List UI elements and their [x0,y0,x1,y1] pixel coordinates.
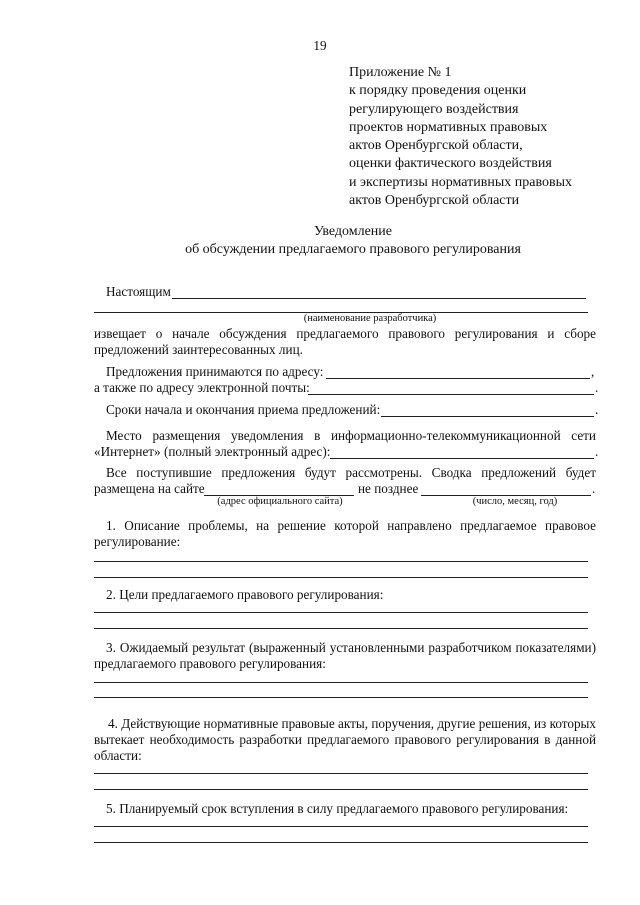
item5-blank-1[interactable] [94,826,588,827]
deadlines-label: Сроки начала и окончания приема предложений: [106,402,381,417]
placement-period: . [595,444,599,459]
item4-line-1: 4. Действующие нормативные правовые акты, поручения, другие решения, из которых [108,716,596,731]
item3-blank-1[interactable] [94,682,588,683]
item4-line-3: области: [94,748,142,763]
notice-subtitle: об обсуждении предлагаемого правового регулирования [185,242,521,257]
appendix-line: актов Оренбургской области, [349,138,523,154]
address-blank[interactable] [326,378,590,379]
appendix-line: оценки фактического воздействия [349,156,552,172]
notice-title: Уведомление [313,224,392,239]
placement-blank[interactable] [330,458,594,459]
appendix-header [349,64,609,210]
summary-site-prefix: размещена на сайте [94,481,205,496]
site-caption: (адрес официального сайта) [217,496,343,507]
item5-blank-2[interactable] [94,842,588,843]
date-caption: (число, месяц, год) [472,496,558,507]
appendix-line: и экспертизы нормативных правовых [349,174,572,190]
summary-line-1: Все поступившие предложения будут рассмотрены. Сводка предложений будет [106,465,596,480]
summary-period: . [592,481,596,496]
email-blank[interactable] [308,394,594,395]
intro-prefix: Настоящим [106,284,171,299]
address-comma: , [591,364,595,379]
item1-blank-1[interactable] [94,561,588,562]
email-label: а также по адресу электронной почты: [94,380,310,395]
placement-line-1: Место размещения уведомления в информационно-телекоммуникационной сети [106,428,596,443]
item2-blank-2[interactable] [94,628,588,629]
appendix-line: Приложение № 1 [349,65,452,80]
intro-line-2: предложений заинтересованных лиц. [94,342,303,357]
item4-blank-1[interactable] [94,773,588,774]
summary-not-later: не позднее [358,481,419,496]
appendix-line: регулирующего воздействия [349,101,519,117]
item1-line-1: 1. Описание проблемы, на решение которой направлено предлагаемое правовое [106,518,596,533]
item4-blank-2[interactable] [94,789,588,790]
developer-caption: (наименование разработчика) [303,313,437,324]
deadlines-period: . [595,402,599,417]
page-number: 19 [313,38,327,53]
appendix-line: проектов нормативных правовых [349,119,548,135]
item3-blank-2[interactable] [94,697,588,698]
deadlines-blank[interactable] [381,416,594,417]
item1-blank-2[interactable] [94,577,588,578]
developer-name-blank[interactable] [172,298,586,299]
item3-line-1: 3. Ожидаемый результат (выраженный установленными разработчиком показателями) [106,640,596,655]
address-label: Предложения принимаются по адресу: [106,364,324,379]
item4-line-2: вытекает необходимость разработки предлагаемого правового регулирования в данной [94,732,596,747]
appendix-line: к порядку проведения оценки [349,83,527,99]
item1-line-2: регулирование: [94,534,181,549]
item2-blank-1[interactable] [94,612,588,613]
item5-line-1: 5. Планируемый срок вступления в силу предлагаемого правового регулирования: [106,801,569,816]
email-period: . [595,380,599,395]
placement-line-2: «Интернет» (полный электронный адрес): [94,444,331,459]
item3-line-2: предлагаемого правового регулирования: [94,656,326,671]
appendix-line: актов Оренбургской области [349,193,520,209]
intro-line-1: извещает о начале обсуждения предлагаемого правового регулирования и сборе [94,326,596,341]
item2-line-1: 2. Цели предлагаемого правового регулирования: [106,587,384,602]
